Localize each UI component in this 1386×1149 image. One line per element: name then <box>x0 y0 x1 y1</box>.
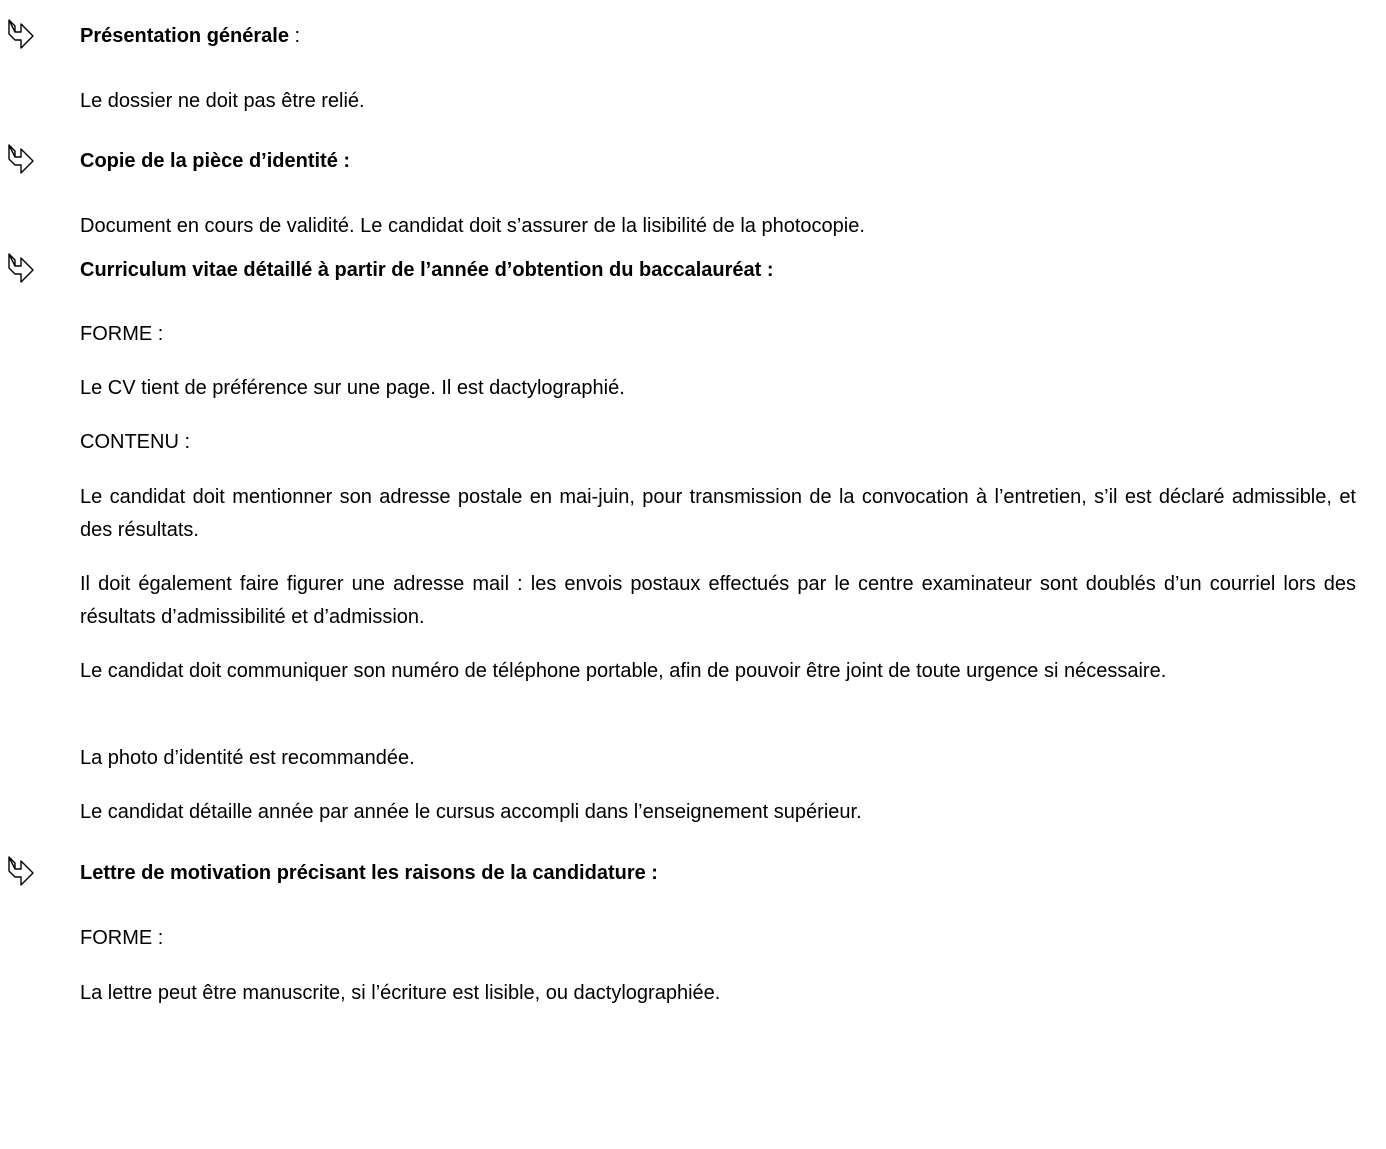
arrow-bullet-icon <box>3 855 37 889</box>
paragraph: FORME : <box>80 323 164 345</box>
section-title: Lettre de motivation précisant les raisons de la candidature : <box>80 862 658 884</box>
paragraph: La lettre peut être manuscrite, si l’écriture est lisible, ou dactylographiée. <box>80 982 721 1004</box>
arrow-bullet-icon <box>3 252 37 286</box>
arrow-bullet-icon <box>3 143 37 177</box>
paragraph: Le candidat doit communiquer son numéro de téléphone portable, afin de pouvoir être joint de toute urgence si nécessaire. <box>80 660 1167 682</box>
paragraph: Document en cours de validité. Le candidat doit s’assurer de la lisibilité de la photocopie. <box>80 215 865 237</box>
section-heading <box>0 18 1386 58</box>
paragraph: Il doit également faire figurer une adresse mail : les envois postaux effectués par le centre examinateur sont doublés d’un courriel lors des résultats d’admissibilité et d’admission. <box>80 573 1356 628</box>
paragraph: Le CV tient de préférence sur une page. Il est dactylographié. <box>80 377 625 399</box>
section-heading <box>0 143 1386 183</box>
paragraph: Le candidat doit mentionner son adresse postale en mai-juin, pour transmission de la convocation à l’entretien, s’il est déclaré admissible, et des résultats. <box>80 486 1356 541</box>
paragraph: CONTENU : <box>80 431 190 453</box>
section-title: Présentation générale : <box>80 25 301 47</box>
section-heading <box>0 252 1386 292</box>
paragraph: FORME : <box>80 927 164 949</box>
paragraph: Le dossier ne doit pas être relié. <box>80 90 365 112</box>
arrow-bullet-icon <box>3 18 37 52</box>
section-title: Copie de la pièce d’identité : <box>80 150 351 172</box>
paragraph: La photo d’identité est recommandée. <box>80 747 415 769</box>
paragraph: Le candidat détaille année par année le cursus accompli dans l’enseignement supérieur. <box>80 801 862 823</box>
section-title: Curriculum vitae détaillé à partir de l’année d’obtention du baccalauréat : <box>80 259 774 281</box>
section-heading <box>0 855 1386 895</box>
